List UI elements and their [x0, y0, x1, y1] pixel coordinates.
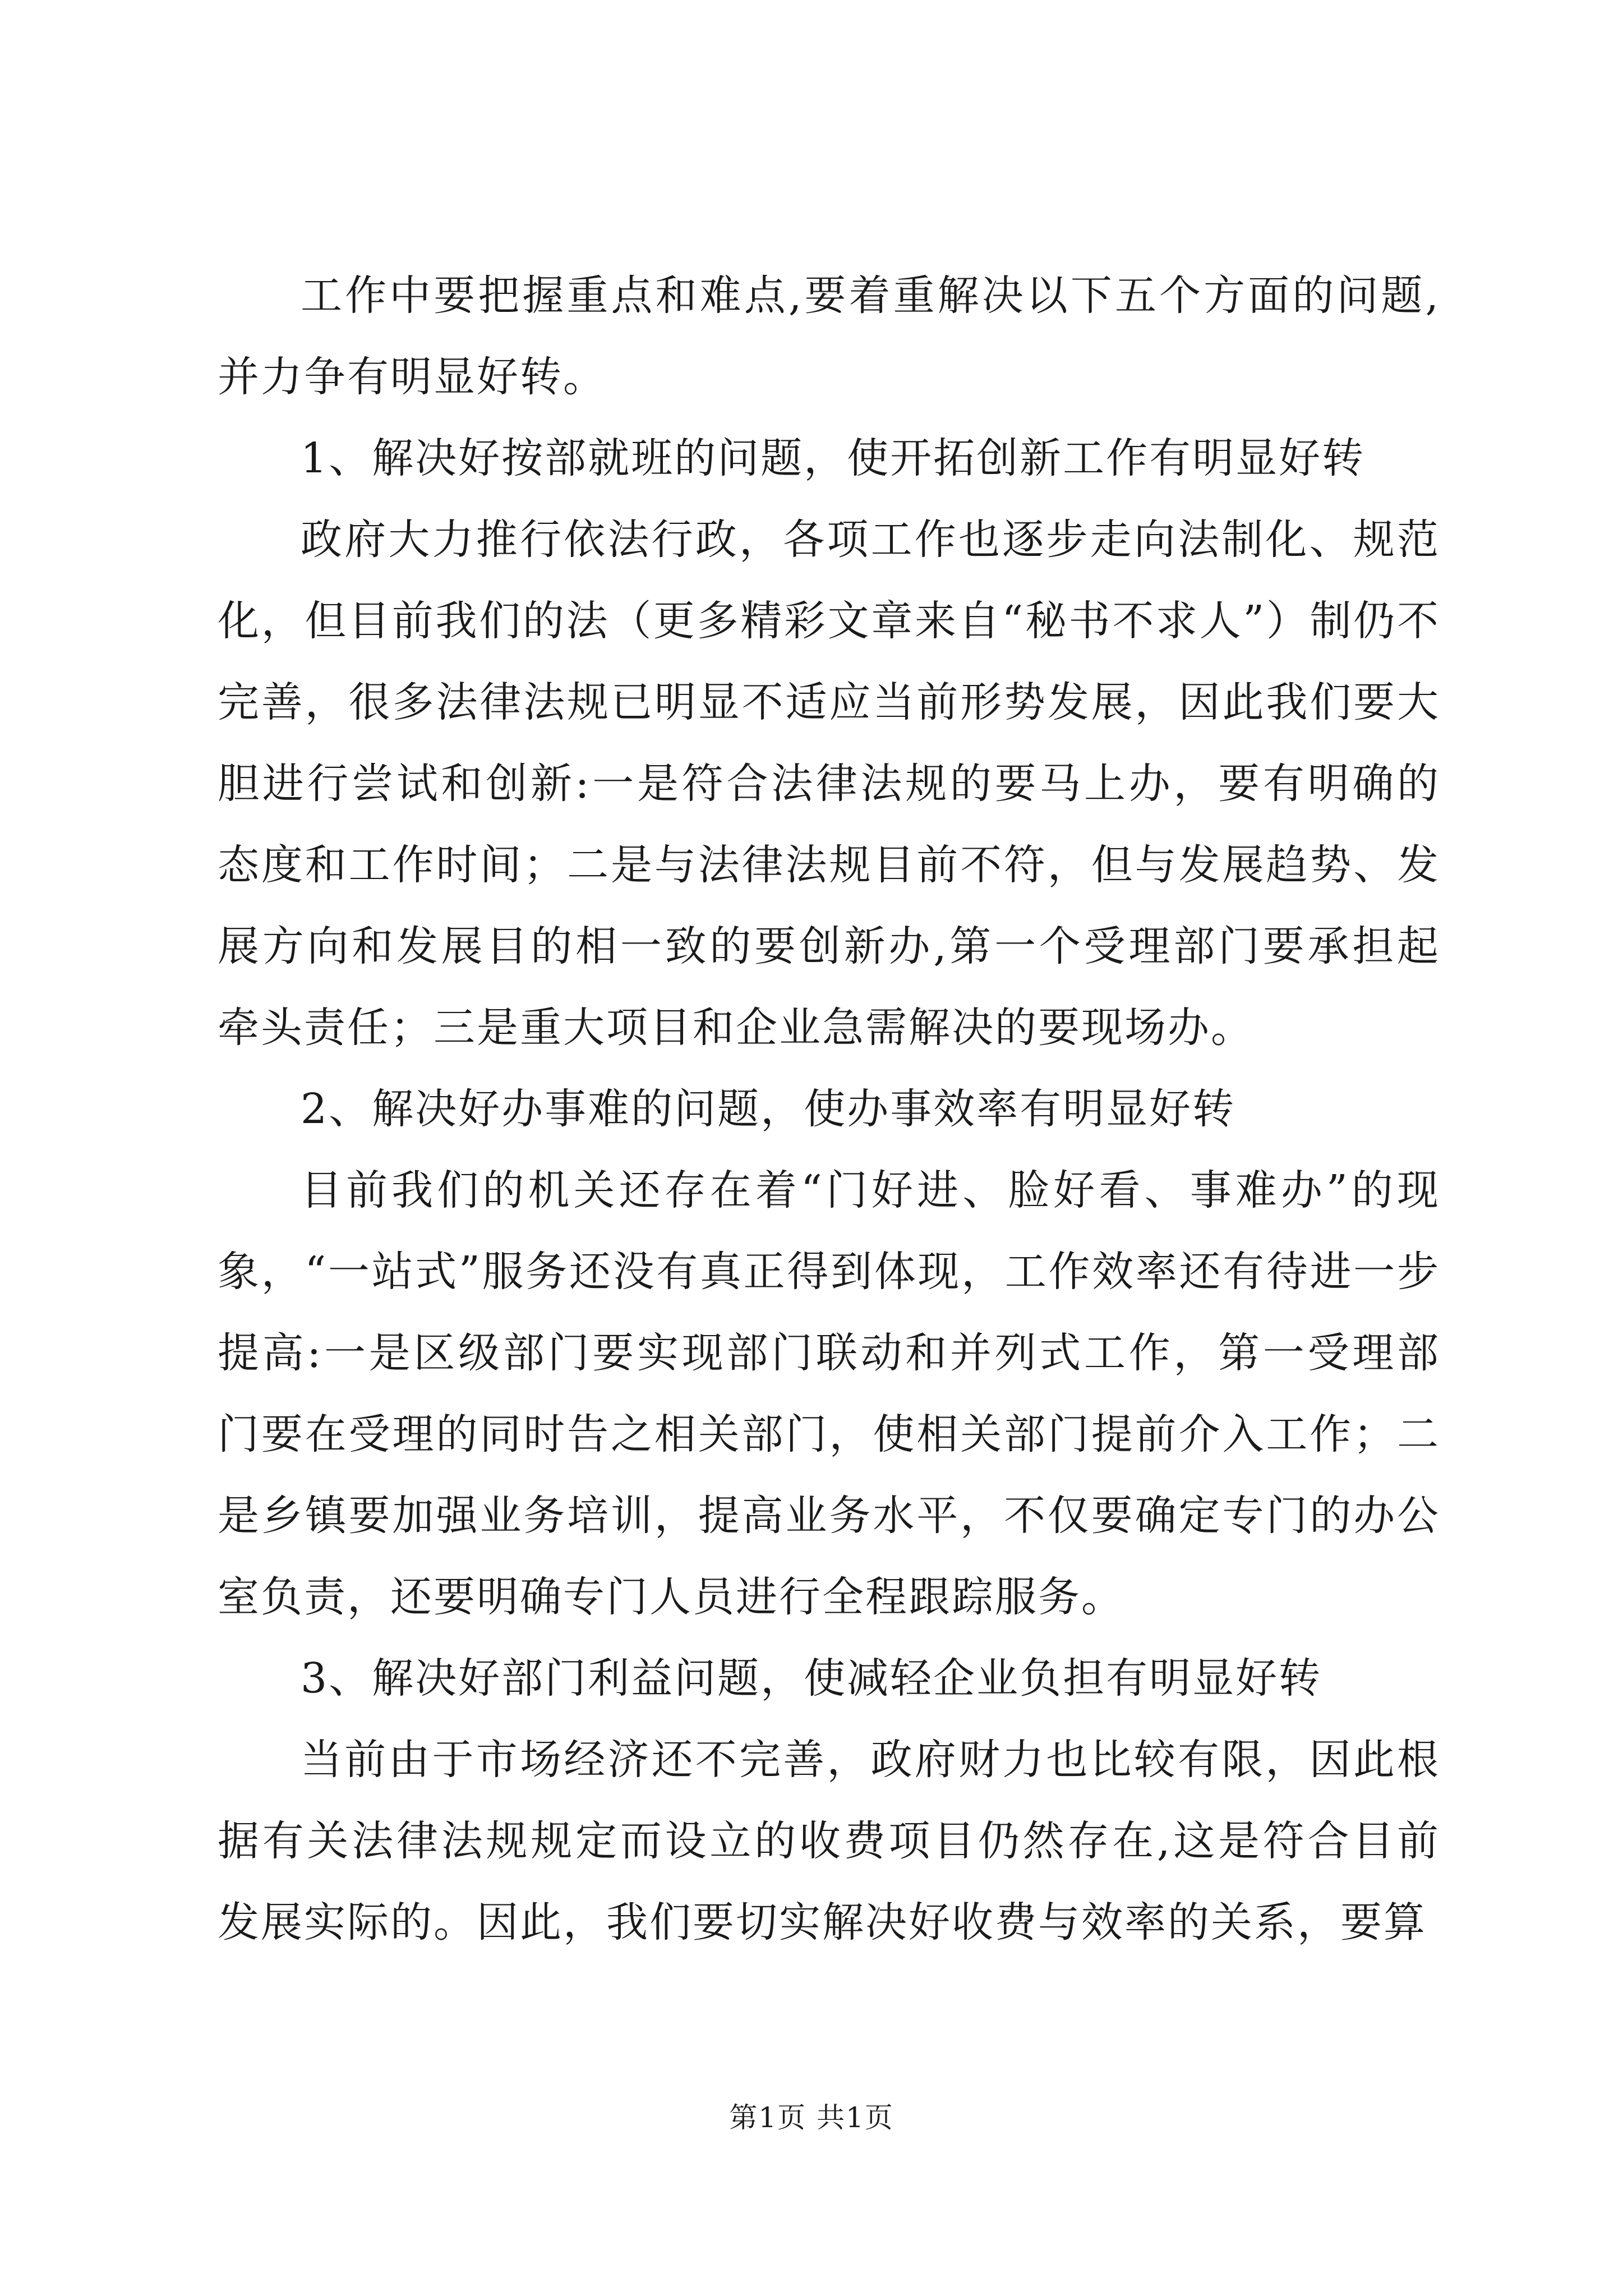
paragraph-section-2: 目前我们的机关还存在着“门好进、脸好看、事难办”的现象，“一站式”服务还没有真正得到体现，工作效率还有待进一步提高:一是区级部门要实现部门联动和并列式工作，第一受理部门要在受理的同时告之相关部门，使相关部门提前介入工作；二是乡镇要加强业务培训，提高业务水平，不仅要确定专门的办公室负责，还要明确专门人员进行全程跟踪服务。 — [218, 1166, 1440, 1621]
paragraph-section-3: 当前由于市场经济还不完善，政府财力也比较有限，因此根据有关法律法规规定而设立的收费项目仍然存在,这是符合目前发展实际的。因此，我们要切实解决好收费与效率的关系，要算 — [218, 1736, 1440, 1947]
section-heading-2: 2、解决好办事难的问题，使办事效率有明显好转 — [301, 1085, 1236, 1133]
paragraph-intro: 工作中要把握重点和难点,要着重解决以下五个方面的问题,并力争有明显好转。 — [218, 272, 1440, 401]
section-heading-3: 3、解决好部门利益问题，使减轻企业负担有明显好转 — [301, 1654, 1322, 1703]
paragraph-section-1: 政府大力推行依法行政，各项工作也逐步走向法制化、规范化，但目前我们的法（更多精彩文章来自“秘书不求人”）制仍不完善，很多法律法规已明显不适应当前形势发展，因此我们要大胆进行尝试和创新:一是符合法律法规的要马上办，要有明确的态度和工作时间；二是与法律法规目前不符，但与发展趋势、发展方向和发展目的相一致的要创新办,第一个受理部门要承担起牵头责任；三是重大项目和企业急需解决的要现场办。 — [218, 516, 1440, 1052]
page-footer: 第1页 共1页 — [729, 2101, 894, 2134]
section-heading-1: 1、解决好按部就班的问题，使开拓创新工作有明显好转 — [301, 434, 1366, 482]
document-body — [218, 255, 1440, 1963]
